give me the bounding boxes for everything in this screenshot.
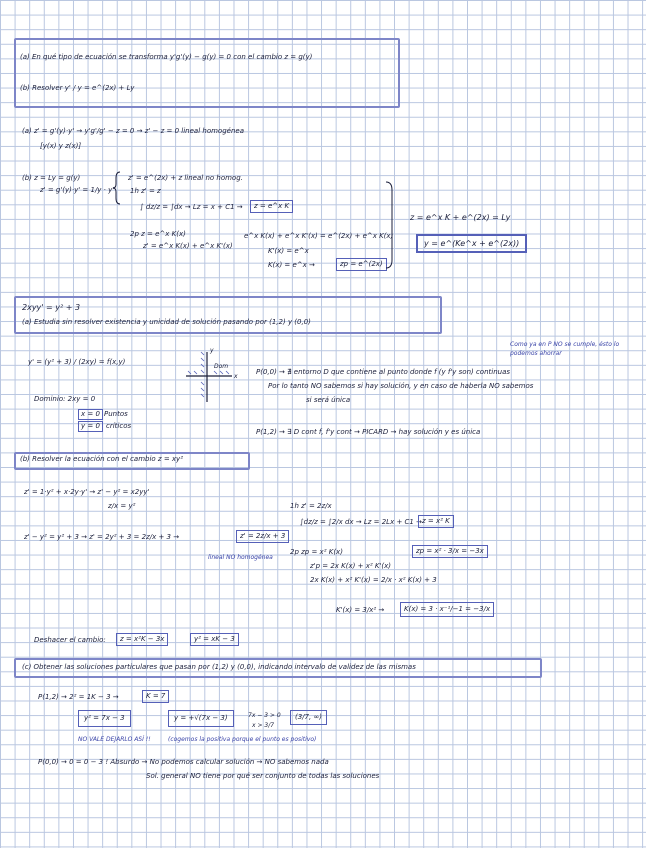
solve-s3-note: lineal NO homogénea xyxy=(208,554,273,561)
p00-line1: P(0,0) → ∄ entorno D que contiene al punto donde f (y f'y son) continuas xyxy=(256,368,511,376)
statement-2-a: (a) Estudia sin resolver existencia y unicidad de solución pasando por (1,2) y (0,0) xyxy=(22,318,311,326)
part-b-l10-box: zp = e^(2x) xyxy=(336,258,387,271)
part-b-l5: ∫ dz/z = ∫dx → Lz = x + C1 → xyxy=(140,203,243,211)
part-cond1: 7x − 3 > 0 xyxy=(248,712,281,719)
undo-box-1: z = x²K − 3x xyxy=(116,633,168,646)
solve-s1: z' = 1·y² + x·2y·y' → z' − y² = x2yy' xyxy=(24,488,150,496)
solve-h2: ∫dz/z = ∫2/x dx → Lz = 2Lx + C1 → xyxy=(300,518,422,526)
solve-h2-box: z = x² K xyxy=(418,515,454,528)
dominio: Dominio: 2xy = 0 xyxy=(34,395,96,403)
part-b-r1: z = e^x K + e^(2x) = Ly xyxy=(410,213,511,222)
undo-box-2: y² = xK − 3 xyxy=(190,633,239,646)
right-bracket xyxy=(386,182,392,268)
left-brace xyxy=(113,172,120,204)
part-b-l8: e^x K(x) + e^x K'(x) = e^(2x) + e^x K(x) xyxy=(244,232,394,240)
p12-line: P(1,2) → ∃ D cont f, f'y cont → PICARD → hay solución y es única xyxy=(256,428,481,436)
f-def: y' = (y² + 3) / (2xy) = f(x,y) xyxy=(28,358,126,366)
part-p12-box: K = 7 xyxy=(142,690,169,703)
solve-s3-box: z' = 2z/x + 3 xyxy=(236,530,289,543)
x-eq: x = 0 xyxy=(78,409,103,420)
part-b-l3: z' = e^(2x) + z lineal no homog. xyxy=(128,174,243,182)
solve-p3: 2x K(x) + x² K'(x) = 2/x · x² K(x) + 3 xyxy=(310,576,437,584)
part-a-line2: [y(x) y z(x)] xyxy=(40,142,82,150)
p00-line3: si será única xyxy=(306,396,351,404)
solve-p1-box: zp = x² · 3/x = −3x xyxy=(412,545,488,558)
statement-a: (a) En qué tipo de ecuación se transforma y'g'(y) − g(y) = 0 con el cambio z = g(y) xyxy=(20,53,313,61)
puntos: Puntos xyxy=(104,410,128,418)
part-interval: (3/7, ∞) xyxy=(290,710,327,725)
statement-b: (b) Resolver y' / y = e^(2x) + Ly xyxy=(20,84,135,92)
y-eq: y = 0 xyxy=(78,421,103,432)
part-b-l7: z' = e^x K(x) + e^x K'(x) xyxy=(143,242,233,250)
part-y-box-1: y² = 7x − 3 xyxy=(78,710,131,727)
part-b-l9: K'(x) = e^x xyxy=(268,247,309,255)
part-b-l5-box: z = e^x K xyxy=(250,200,293,213)
solve-k1: K'(x) = 3/x² → xyxy=(336,606,385,614)
axis-x-label: x xyxy=(234,373,238,380)
undo-label: Deshacer el cambio: xyxy=(34,636,106,644)
solve-s3: z' − y² = y² + 3 → z' = 2y² + 3 = 2z/x + 3 → xyxy=(24,533,180,541)
solve-p1: 2p zp = x² K(x) xyxy=(290,548,343,556)
p00-line2: Por lo tanto NO sabemos si hay solución, y en caso de haberla NO sabemos xyxy=(268,382,534,390)
part-b-l6: 2p z = e^x K(x) xyxy=(130,230,186,238)
part-p12: P(1,2) → 2² = 1K − 3 → xyxy=(38,693,119,701)
solve-s2: z/x = y² xyxy=(108,502,136,510)
dom-label: Dom xyxy=(214,363,229,370)
part-b-l2: z' = g'(y)·y' = 1/y · y' xyxy=(40,186,115,194)
solve-k1-box: K(x) = 3 · x⁻¹/−1 = −3/x xyxy=(400,602,494,617)
statement-2-eq: 2xyy' = y² + 3 xyxy=(22,303,81,312)
part-b-result-box: y = e^(Ke^x + e^(2x)) xyxy=(416,234,527,253)
part-cond2: x > 3/7 xyxy=(252,722,275,729)
part-p00b: Sol. general NO tiene por qué ser conjunto de todas las soluciones xyxy=(146,772,380,780)
part-b-l1: (b) z = Ly = g(y) xyxy=(22,174,81,182)
part-b-l10: K(x) = e^x → xyxy=(268,261,315,269)
statement-4-c: (c) Obtener las soluciones particulares que pasan por (1,2) y (0,0), indicando intervalo de validez de las mismas xyxy=(22,663,416,671)
hatch-marks xyxy=(188,352,229,397)
part-p00: P(0,0) → 0 = 0 − 3 ! Absurdo → No podemos calcular solución → NO sabemos nada xyxy=(38,758,329,766)
part-b-l4: 1h z' = z xyxy=(130,187,161,195)
solve-h1: 1h z' = 2z/x xyxy=(290,502,332,510)
solve-p2: z'p = 2x K(x) + x² K'(x) xyxy=(310,562,391,570)
part-warn: NO VALE DEJARLO ASÍ !! xyxy=(78,736,151,743)
axis-y-label: y xyxy=(210,347,214,354)
note-ahorrar: Como ya en P NO se cumple, ésto lo podemos ahorrar xyxy=(510,341,620,357)
criticos: críticos xyxy=(106,422,132,430)
part-warn-2: (cogemos la positiva porque el punto es positivo) xyxy=(168,736,317,743)
statement-3-b: (b) Resolver la ecuación con el cambio z = xy² xyxy=(20,455,184,463)
part-y-box-2: y = +√(7x − 3) xyxy=(168,710,234,727)
part-a-line1: (a) z' = g'(y)·y' → y'g'/g' − z = 0 → z' − z = 0 lineal homogénea xyxy=(22,127,244,135)
